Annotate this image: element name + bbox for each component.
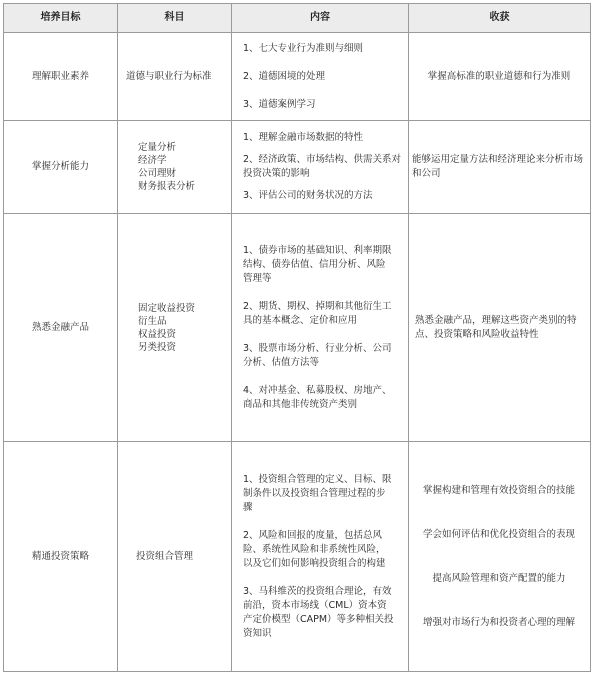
content-item: 2、风险和回报的度量，包括总风险、系统性风险和非系统性风险，以及它们如何影响投资组合的构建 [243,529,386,569]
content-item: 2、经济政策、市场结构、供需关系对投资决策的影响 [243,154,402,179]
content-item: 4、对冲基金、私募股权、房地产、商品和其他非传统资产类别 [243,384,392,410]
header-goal: 培养目标 [4,4,118,33]
content-item: 1、债券市场的基础知识、利率期限结构、债券估值、信用分析、风险管理等 [243,244,392,284]
header-gain: 收获 [409,4,591,33]
gain-item: 能够运用定量方法和经济理论来分析市场和公司 [412,154,584,179]
gain-item: 熟悉金融产品，理解这些资产类别的特点、投资策略和风险收益特性 [415,314,577,340]
content-item: 3、道德案例学习 [243,98,316,110]
subject-item: 定量分析 [138,142,177,153]
gain-item: 掌握构建和管理有效投资组合的技能 [422,484,575,496]
subject-item: 固定收益投资 [138,302,196,314]
curriculum-table [3,3,591,672]
subject-item: 财务报表分析 [138,181,196,192]
gain-cell [409,121,591,214]
table-header-row [4,4,591,33]
header-subject: 科目 [118,4,232,33]
subject-item: 公司理财 [138,168,177,179]
subject-cell [118,121,232,214]
subject-item: 投资组合管理 [136,550,194,562]
content-item: 3、马科维茨的投资组合理论，有效前沿，资本市场线（CML）资本资产定价模型（CAPM）等多种相关投资知识 [243,585,394,639]
subject-item: 衍生品 [138,315,167,327]
goal-cell: 理解职业素养 [4,33,118,121]
content-item: 1、七大专业行为准则与细则 [243,42,364,54]
subject-item: 权益投资 [138,328,177,340]
gain-item: 增强对市场行为和投资者心理的理解 [422,616,575,628]
content-item: 1、理解金融市场数据的特性 [243,132,364,143]
content-item: 3、评估公司的财务状况的方法 [243,190,373,201]
gain-item: 提高风险管理和资产配置的能力 [432,572,566,584]
subject-item: 道德与职业行为标准 [126,70,212,82]
table-row [4,214,591,442]
goal-cell: 熟悉金融产品 [4,214,118,442]
subject-cell [118,442,232,672]
content-item: 1、投资组合管理的定义、目标、限制条件以及投资组合管理过程的步骤 [243,473,392,513]
gain-item: 学会如何评估和优化投资组合的表现 [422,528,575,540]
table-row [4,442,591,672]
subject-cell [118,214,232,442]
gain-cell [409,214,591,442]
gain-cell [409,442,591,672]
content-item: 2、道德困境的处理 [243,70,326,82]
header-content: 内容 [232,4,409,33]
table-row [4,121,591,214]
goal-cell: 精通投资策略 [4,442,118,672]
gain-item: 掌握高标准的职业道德和行为准则 [427,70,571,82]
subject-item: 另类投资 [138,341,177,353]
goal-cell: 掌握分析能力 [4,121,118,214]
content-item: 2、期货、期权、掉期和其他衍生工具的基本概念、定价和应用 [243,300,392,326]
subject-item: 经济学 [138,155,167,166]
table-row [4,33,591,121]
content-cell [232,442,409,672]
gain-cell [409,33,591,121]
subject-cell [118,33,232,121]
content-cell [232,33,409,121]
content-item: 3、股票市场分析、行业分析、公司分析、估值方法等 [243,342,392,368]
content-cell [232,214,409,442]
content-cell [232,121,409,214]
